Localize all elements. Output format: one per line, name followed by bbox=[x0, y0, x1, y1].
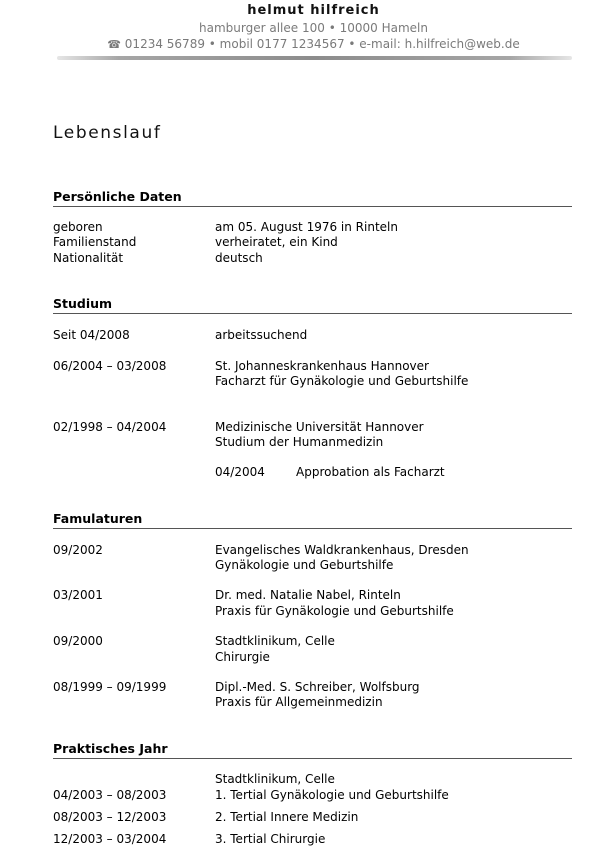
section-heading-studium: Studium bbox=[53, 296, 572, 314]
entry-line: Dr. med. Natalie Nabel, Rinteln bbox=[215, 588, 401, 602]
entry-line: Facharzt für Gynäkologie und Geburtshilfe bbox=[215, 374, 469, 388]
entry-line: Chirurgie bbox=[215, 650, 270, 664]
entry-line: Stadtklinikum, Celle bbox=[215, 634, 335, 648]
entry-line: 2. Tertial Innere Medizin bbox=[215, 810, 359, 824]
entry-date: 03/2001 bbox=[53, 588, 103, 602]
entry-date: 02/1998 – 04/2004 bbox=[53, 420, 167, 434]
personal-label: Familienstand bbox=[53, 235, 137, 249]
personal-value: am 05. August 1976 in Rinteln bbox=[215, 220, 398, 234]
personal-label: Nationalität bbox=[53, 251, 124, 265]
phone-icon: ☎ bbox=[107, 38, 121, 51]
entry-line: arbeitssuchend bbox=[215, 328, 308, 342]
sub-entry-date: 04/2004 bbox=[215, 465, 265, 479]
entry-line: Dipl.-Med. S. Schreiber, Wolfsburg bbox=[215, 680, 420, 694]
entry-line: St. Johanneskrankenhaus Hannover bbox=[215, 359, 429, 373]
contact-text: 01234 56789 • mobil 0177 1234567 • e-mail: h.hilfreich@web.de bbox=[124, 37, 520, 51]
entry-line: Gynäkologie und Geburtshilfe bbox=[215, 558, 394, 572]
section-heading-personal: Persönliche Daten bbox=[53, 189, 572, 207]
entry-line: Praxis für Allgemeinmedizin bbox=[215, 695, 383, 709]
entry-date: 12/2003 – 03/2004 bbox=[53, 832, 167, 846]
pj-place: Stadtklinikum, Celle bbox=[215, 772, 335, 786]
entry-date: Seit 04/2008 bbox=[53, 328, 130, 342]
entry-date: 08/2003 – 12/2003 bbox=[53, 810, 167, 824]
entry-line: 3. Tertial Chirurgie bbox=[215, 832, 326, 846]
entry-date: 09/2000 bbox=[53, 634, 103, 648]
entry-date: 09/2002 bbox=[53, 543, 103, 557]
header-divider bbox=[57, 56, 572, 60]
personal-label: geboren bbox=[53, 220, 103, 234]
section-heading-pj: Praktisches Jahr bbox=[53, 741, 572, 759]
entry-date: 04/2003 – 08/2003 bbox=[53, 788, 167, 802]
entry-line: Studium der Humanmedizin bbox=[215, 435, 384, 449]
entry-line: 1. Tertial Gynäkologie und Geburtshilfe bbox=[215, 788, 449, 802]
entry-line: Evangelisches Waldkrankenhaus, Dresden bbox=[215, 543, 469, 557]
entry-date: 06/2004 – 03/2008 bbox=[53, 359, 167, 373]
document-title: Lebenslauf bbox=[53, 123, 162, 143]
personal-value: deutsch bbox=[215, 251, 263, 265]
applicant-name: helmut hilfreich bbox=[247, 3, 380, 18]
entry-date: 08/1999 – 09/1999 bbox=[53, 680, 167, 694]
entry-line: Medizinische Universität Hannover bbox=[215, 420, 424, 434]
section-heading-famulaturen: Famulaturen bbox=[53, 511, 572, 529]
personal-value: verheiratet, ein Kind bbox=[215, 235, 338, 249]
applicant-address: hamburger allee 100 • 10000 Hameln bbox=[199, 21, 428, 35]
applicant-contact bbox=[0, 37, 600, 51]
sub-entry-text: Approbation als Facharzt bbox=[296, 465, 445, 479]
entry-line: Praxis für Gynäkologie und Geburtshilfe bbox=[215, 604, 454, 618]
